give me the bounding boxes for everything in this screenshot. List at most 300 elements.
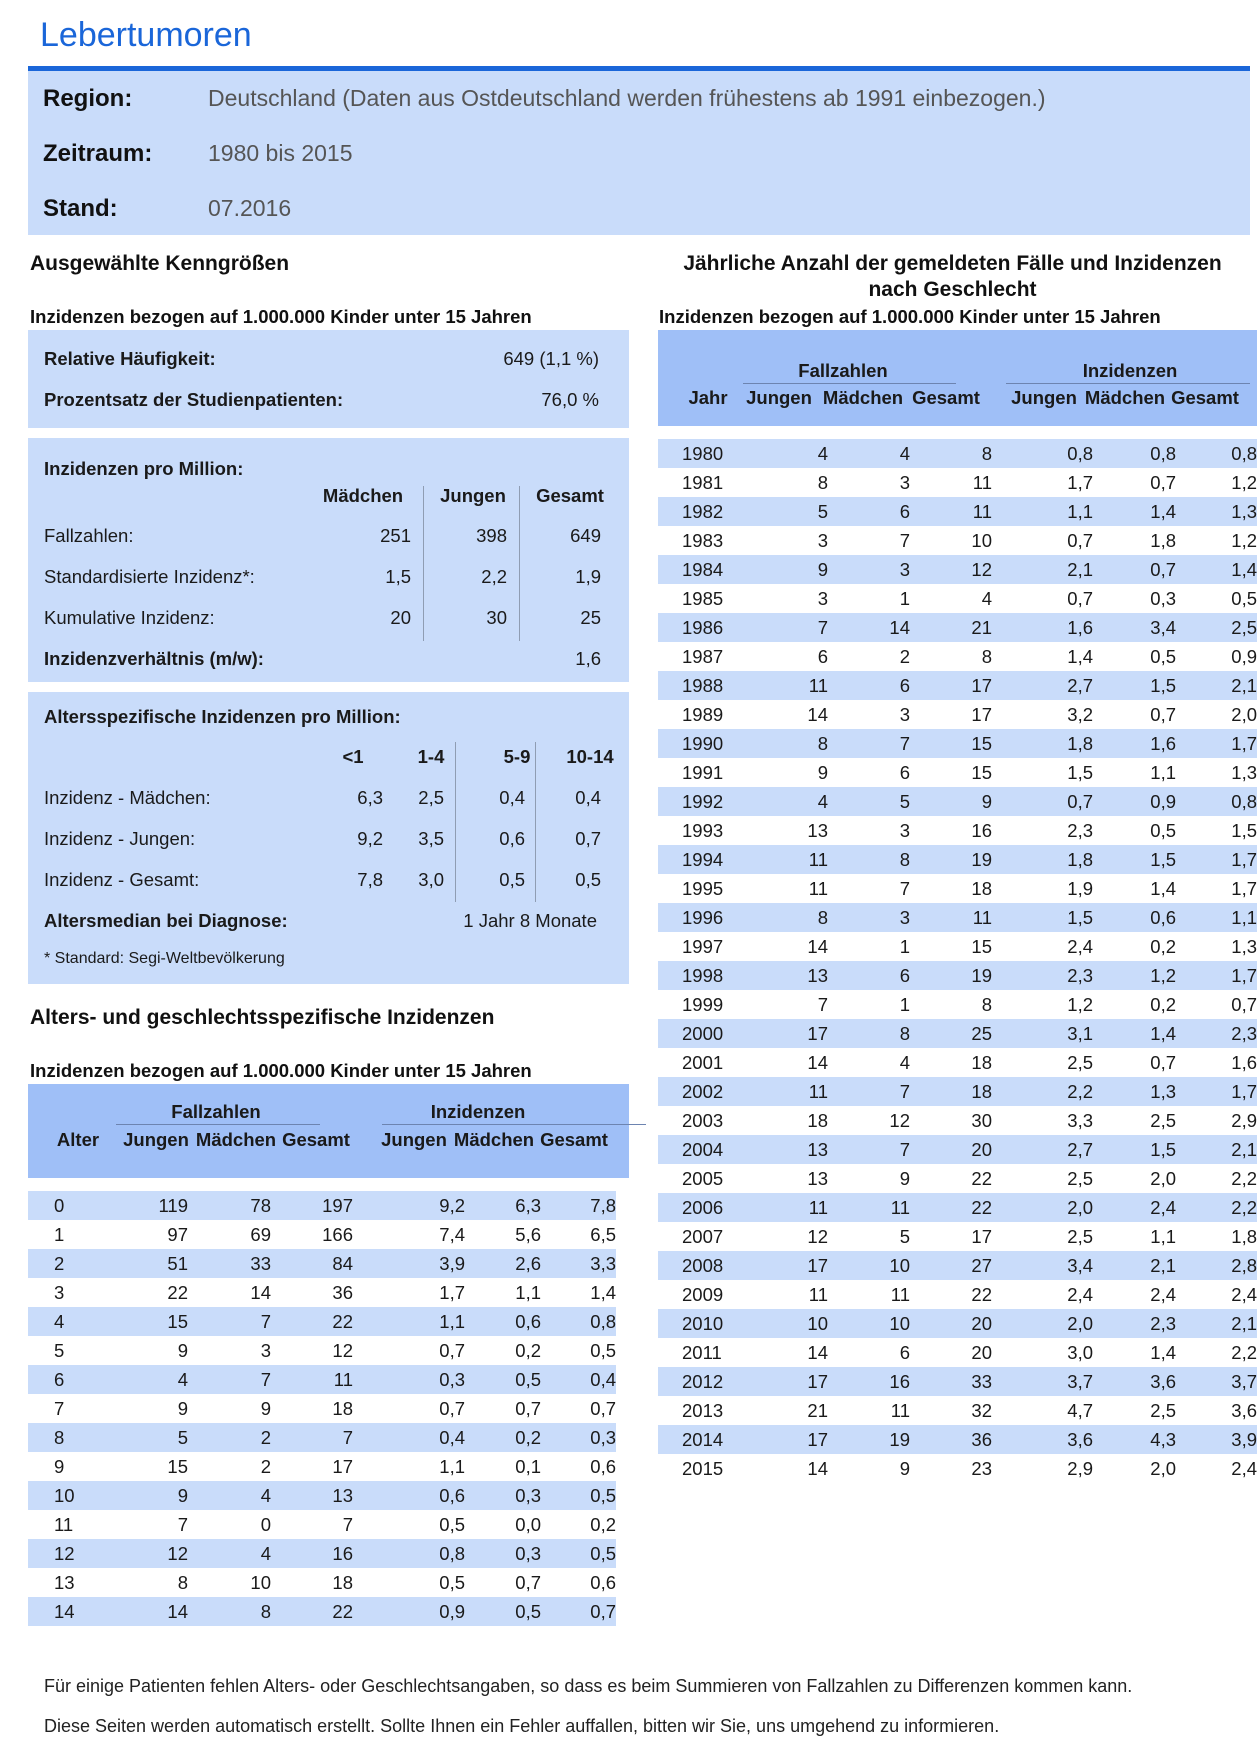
table-cell: 2,3: [1176, 1019, 1257, 1048]
table-cell: 5: [828, 787, 910, 816]
year-table-row: [658, 700, 1257, 729]
table-cell: 8: [910, 439, 992, 468]
table-cell: 1,7: [439, 1281, 465, 1303]
age-sex-heading: Alters- und geschlechtsspezifische Inzidenzen: [30, 1006, 495, 1029]
table-cell: 2,4: [1067, 935, 1093, 957]
table-cell: 1982: [658, 497, 723, 526]
table-cell: 1996: [658, 903, 723, 932]
year-table-group-rule-1: [743, 383, 956, 384]
table-cell: 6: [828, 961, 910, 990]
table-cell: 1,1: [992, 497, 1093, 526]
table-cell: 2,2: [1231, 1341, 1257, 1363]
table-cell: 13: [271, 1481, 353, 1510]
table-cell: 3: [54, 1281, 65, 1303]
table-cell: 0,5: [541, 1539, 616, 1568]
table-cell: 18: [910, 1077, 992, 1106]
table-cell: 5: [54, 1339, 65, 1361]
table-cell: 84: [271, 1249, 353, 1278]
meta-box: [28, 71, 1250, 235]
table-cell: 0,8: [992, 439, 1093, 468]
table-cell: 0,7: [1150, 471, 1176, 493]
table-cell: 1,2: [1231, 471, 1257, 493]
table-cell: 12: [807, 1225, 828, 1247]
table-cell: 1,2: [1067, 993, 1093, 1015]
table-cell: 7: [54, 1397, 65, 1419]
table-cell: 1,7: [1176, 1077, 1257, 1106]
table-cell: 2,7: [992, 671, 1093, 700]
table-cell: 2,6: [465, 1249, 541, 1278]
table-cell: 1,5: [1093, 845, 1176, 874]
table-cell: 16: [971, 819, 992, 841]
table-cell: 0,7: [1150, 1051, 1176, 1073]
table-cell: 11: [910, 903, 992, 932]
ratio-label: Inzidenzverhältnis (m/w):: [44, 648, 264, 669]
inc-row-cases-boys: 398: [476, 525, 507, 546]
table-cell: 3,3: [541, 1249, 616, 1278]
inc-row-cases-girls: 251: [380, 525, 411, 546]
table-cell: 1991: [682, 761, 724, 783]
table-cell: 18: [807, 1109, 828, 1131]
age-table-row: [28, 1307, 616, 1336]
region-label: Region:: [43, 85, 133, 112]
year-table-col-girls: Mädchen: [822, 387, 904, 408]
table-cell: 2,2: [1231, 1167, 1257, 1189]
table-cell: 0,2: [1150, 935, 1176, 957]
year-table-row: [658, 1077, 1257, 1106]
table-cell: 0,5: [541, 1481, 616, 1510]
table-cell: 3,3: [1067, 1109, 1093, 1131]
table-cell: 69: [250, 1223, 271, 1245]
year-table-row: [658, 729, 1257, 758]
table-cell: 0,7: [439, 1397, 465, 1419]
year-table-header: [658, 330, 1257, 426]
table-cell: 21: [807, 1399, 828, 1421]
table-cell: 0,7: [1150, 703, 1176, 725]
table-cell: 8: [981, 645, 992, 667]
table-cell: 7: [342, 1513, 353, 1535]
rel-freq-value: 649 (1,1 %): [503, 348, 599, 369]
inc-row-cum-label: Kumulative Inzidenz:: [44, 607, 215, 628]
meta-row-status: [43, 195, 291, 223]
age-table-row: [28, 1510, 616, 1539]
table-cell: 11: [910, 497, 992, 526]
table-cell: 0,5: [1150, 819, 1176, 841]
table-cell: 17: [723, 1367, 828, 1396]
table-cell: 7: [828, 1077, 910, 1106]
table-cell: 11: [723, 845, 828, 874]
table-cell: 7: [828, 1135, 910, 1164]
table-cell: 2012: [658, 1367, 723, 1396]
table-cell: 2006: [658, 1193, 723, 1222]
footer-note-1: Für einige Patienten fehlen Alters- oder Geschlechtsangaben, so dass es beim Summieren von Fallzahlen zu Differenzen kommen kann.: [44, 1676, 1133, 1696]
age-row-boys-v4: 0,7: [575, 828, 601, 849]
inc-row-cum-boys: 30: [486, 607, 507, 628]
table-cell: 10: [28, 1481, 65, 1510]
table-cell: 1986: [658, 613, 723, 642]
table-cell: 15: [971, 935, 992, 957]
table-cell: 1,6: [1231, 1051, 1257, 1073]
inc-divider-2: [519, 486, 520, 641]
table-cell: 0,5: [1150, 645, 1176, 667]
table-cell: 1995: [682, 877, 724, 899]
year-table-row: [658, 1164, 1257, 1193]
table-cell: 1,3: [1231, 935, 1257, 957]
table-cell: 3: [817, 529, 828, 551]
table-cell: 1990: [658, 729, 723, 758]
table-cell: 0,4: [541, 1365, 616, 1394]
table-cell: 0,1: [515, 1455, 541, 1477]
table-cell: 11: [972, 471, 992, 493]
table-cell: 197: [271, 1191, 353, 1220]
table-cell: 1,4: [1176, 555, 1257, 584]
table-cell: 2,2: [992, 1077, 1093, 1106]
table-cell: 25: [910, 1019, 992, 1048]
year-table-row: [658, 1280, 1257, 1309]
age-table-row: [28, 1597, 616, 1626]
table-cell: 15: [971, 761, 992, 783]
table-cell: 1989: [682, 703, 724, 725]
table-cell: 15: [65, 1307, 188, 1336]
table-cell: 8: [723, 729, 828, 758]
table-cell: 22: [971, 1283, 992, 1305]
table-cell: 2014: [658, 1425, 723, 1454]
table-cell: 10: [250, 1571, 271, 1593]
table-cell: 4: [723, 439, 828, 468]
table-cell: 7: [723, 613, 828, 642]
table-cell: 1,4: [1093, 497, 1176, 526]
table-cell: 15: [910, 729, 992, 758]
table-cell: 3,6: [1093, 1367, 1176, 1396]
table-cell: 13: [54, 1571, 75, 1593]
table-cell: 1992: [658, 787, 723, 816]
table-cell: 9: [54, 1455, 65, 1477]
inc-col-girls: Mädchen: [322, 485, 404, 506]
table-cell: 0,2: [465, 1423, 541, 1452]
table-cell: 11: [723, 1077, 828, 1106]
table-cell: 2008: [658, 1251, 723, 1280]
table-cell: 36: [332, 1281, 353, 1303]
table-cell: 4: [899, 1051, 910, 1073]
table-cell: 1987: [682, 645, 724, 667]
table-cell: 0,7: [515, 1571, 541, 1593]
age-row-girls-v1: 6,3: [357, 787, 383, 808]
table-cell: 1,8: [992, 845, 1093, 874]
year-table-row: [658, 1396, 1257, 1425]
year-table-row: [658, 1048, 1257, 1077]
age-row-girls-label: Inzidenz - Mädchen:: [44, 787, 211, 808]
table-cell: 14: [828, 613, 910, 642]
table-cell: 2,5: [1067, 1225, 1093, 1247]
table-cell: 3,6: [992, 1425, 1093, 1454]
table-cell: 0,3: [465, 1481, 541, 1510]
table-cell: 9: [723, 555, 828, 584]
table-cell: 14: [807, 1341, 828, 1363]
year-table-col-inc-girls: Mädchen: [1084, 387, 1166, 408]
table-cell: 2009: [682, 1283, 724, 1305]
year-table-col-inc-total: Gesamt: [1171, 387, 1239, 408]
table-cell: 7,4: [439, 1223, 465, 1245]
year-table-row: [658, 787, 1257, 816]
year-table-row: [658, 1425, 1257, 1454]
age-table-group-rule-1: [116, 1124, 320, 1125]
year-table-row: [658, 845, 1257, 874]
table-cell: 13: [807, 1167, 828, 1189]
table-cell: 0,5: [465, 1597, 541, 1626]
region-value: Deutschland (Daten aus Ostdeutschland werden frühestens ab 1991 einbezogen.): [208, 85, 1046, 111]
table-cell: 9: [817, 761, 828, 783]
table-cell: 1980: [658, 439, 723, 468]
left-heading: Ausgewählte Kenngrößen: [30, 252, 290, 275]
table-cell: 3,9: [1176, 1425, 1257, 1454]
table-cell: 22: [271, 1307, 353, 1336]
table-cell: 18: [332, 1397, 353, 1419]
table-cell: 0,0: [515, 1513, 541, 1535]
table-cell: 4,3: [1093, 1425, 1176, 1454]
table-cell: 0,2: [515, 1339, 541, 1361]
table-cell: 0,7: [541, 1597, 616, 1626]
year-table-col-inc-boys: Jungen: [1011, 387, 1077, 408]
table-cell: 9: [260, 1397, 271, 1419]
table-cell: 19: [828, 1425, 910, 1454]
table-cell: 9: [177, 1397, 188, 1419]
year-table-group-rule-2: [1006, 383, 1250, 384]
table-cell: 2015: [682, 1457, 724, 1479]
table-cell: 1,7: [1176, 961, 1257, 990]
table-cell: 1988: [658, 671, 723, 700]
age-table-group-rule-2: [382, 1124, 646, 1125]
table-cell: 1,9: [1067, 877, 1093, 899]
table-cell: 15: [167, 1455, 188, 1477]
table-cell: 4: [828, 439, 910, 468]
table-cell: 1984: [658, 555, 723, 584]
table-cell: 1,3: [1231, 761, 1257, 783]
table-cell: 9: [899, 1167, 910, 1189]
table-cell: 1,8: [992, 729, 1093, 758]
table-cell: 2,0: [1150, 1167, 1176, 1189]
table-cell: 2,4: [1150, 1283, 1176, 1305]
status-value: 07.2016: [208, 195, 292, 221]
age-table-row: [28, 1452, 616, 1481]
table-cell: 23: [971, 1457, 992, 1479]
table-cell: 2,1: [1093, 1251, 1176, 1280]
table-cell: 0,7: [439, 1339, 465, 1361]
table-cell: 6: [28, 1365, 65, 1394]
year-table-row: [658, 1193, 1257, 1222]
table-cell: 2,3: [1067, 819, 1093, 841]
table-cell: 2,4: [1067, 1283, 1093, 1305]
table-cell: 14: [28, 1597, 65, 1626]
table-cell: 33: [910, 1367, 992, 1396]
table-cell: 30: [971, 1109, 992, 1131]
table-cell: 22: [167, 1281, 188, 1303]
table-cell: 2,5: [1176, 613, 1257, 642]
table-cell: 0: [28, 1191, 65, 1220]
table-cell: 2,1: [1176, 1309, 1257, 1338]
table-cell: 1999: [682, 993, 724, 1015]
table-cell: 2,7: [992, 1135, 1093, 1164]
table-cell: 3,4: [992, 1251, 1093, 1280]
table-cell: 7,8: [541, 1191, 616, 1220]
table-cell: 10: [971, 529, 992, 551]
table-cell: 4: [981, 587, 992, 609]
table-cell: 2,5: [1067, 1167, 1093, 1189]
age-table-col-total: Gesamt: [282, 1129, 350, 1150]
table-cell: 3: [899, 703, 910, 725]
table-cell: 0,6: [465, 1307, 541, 1336]
table-cell: 2: [260, 1455, 271, 1477]
year-table-row: [658, 816, 1257, 845]
table-cell: 0,6: [1093, 903, 1176, 932]
table-cell: 11: [890, 1283, 910, 1305]
table-cell: 33: [188, 1249, 271, 1278]
age-table-header: [28, 1084, 629, 1178]
year-table-row: [658, 1309, 1257, 1338]
age-row-boys-label: Inzidenz - Jungen:: [44, 828, 196, 849]
table-cell: 6: [828, 671, 910, 700]
age-heading: Altersspezifische Inzidenzen pro Million:: [44, 706, 401, 727]
table-cell: 0,5: [590, 1339, 616, 1361]
inc-row-std-girls: 1,5: [385, 566, 411, 587]
table-cell: 10: [723, 1309, 828, 1338]
table-cell: 1,1: [1150, 761, 1176, 783]
table-cell: 36: [910, 1425, 992, 1454]
age-row-total-v3: 0,5: [499, 869, 525, 890]
table-cell: 1,1: [1150, 1225, 1176, 1247]
table-cell: 2,4: [1093, 1193, 1176, 1222]
ratio-value: 1,6: [575, 648, 601, 669]
table-cell: 2010: [658, 1309, 723, 1338]
year-table-row: [658, 932, 1257, 961]
age-row-girls-v4: 0,4: [575, 787, 601, 808]
age-table-row: [28, 1278, 616, 1307]
table-cell: 3,9: [353, 1249, 465, 1278]
year-table-row: [658, 1251, 1257, 1280]
table-cell: 17: [971, 703, 992, 725]
table-cell: 9: [910, 787, 992, 816]
age-row-total-v2: 3,0: [418, 869, 444, 890]
age-table: [28, 1191, 616, 1626]
table-cell: 2,0: [1150, 1457, 1176, 1479]
table-cell: 1,4: [1067, 645, 1093, 667]
year-table-row: [658, 1338, 1257, 1367]
table-cell: 7: [188, 1365, 271, 1394]
table-cell: 4: [188, 1539, 271, 1568]
year-table-row: [658, 555, 1257, 584]
table-cell: 1,2: [1093, 961, 1176, 990]
footer-note-2: Diese Seiten werden automatisch erstellt. Sollte Ihnen ein Fehler auffallen, bitten wir Sie, uns umgehend zu informieren.: [44, 1716, 1000, 1736]
table-cell: 2: [28, 1249, 65, 1278]
table-cell: 2003: [682, 1109, 724, 1131]
key-figures-panel: [28, 330, 629, 428]
meta-row-region: [43, 85, 1046, 113]
age-table-col-inc-boys: Jungen: [381, 1129, 447, 1150]
year-table-row: [658, 526, 1257, 555]
table-cell: 4: [188, 1481, 271, 1510]
table-cell: 8: [723, 903, 828, 932]
age-col-1-4: 1-4: [417, 746, 445, 767]
year-table-row: [658, 1454, 1257, 1483]
table-cell: 32: [971, 1399, 992, 1421]
table-cell: 0,3: [353, 1365, 465, 1394]
table-cell: 1,7: [1231, 877, 1257, 899]
table-cell: 0,5: [439, 1513, 465, 1535]
table-cell: 0,9: [353, 1597, 465, 1626]
table-cell: 8: [828, 845, 910, 874]
period-label: Zeitraum:: [43, 140, 153, 167]
rel-freq-label: Relative Häufigkeit:: [44, 348, 216, 369]
table-cell: 11: [828, 1193, 910, 1222]
table-cell: 2,1: [1176, 1135, 1257, 1164]
year-table-row: [658, 1222, 1257, 1251]
table-cell: 11: [890, 1399, 910, 1421]
table-cell: 0,3: [465, 1539, 541, 1568]
table-cell: 4: [723, 787, 828, 816]
table-cell: 20: [910, 1135, 992, 1164]
table-cell: 0,2: [590, 1513, 616, 1535]
year-table-row: [658, 1106, 1257, 1135]
table-cell: 0,5: [1231, 587, 1257, 609]
table-cell: 20: [910, 1309, 992, 1338]
table-cell: 1,4: [1150, 877, 1176, 899]
age-divider-2: [535, 742, 536, 902]
table-cell: 3,7: [1176, 1367, 1257, 1396]
table-cell: 7: [828, 729, 910, 758]
table-cell: 8: [28, 1423, 65, 1452]
table-cell: 6,3: [465, 1191, 541, 1220]
table-cell: 14: [250, 1281, 271, 1303]
table-cell: 0,5: [439, 1571, 465, 1593]
standard-note: * Standard: Segi-Weltbevölkerung: [44, 950, 285, 967]
table-cell: 22: [971, 1167, 992, 1189]
table-cell: 78: [188, 1191, 271, 1220]
table-cell: 7: [899, 877, 910, 899]
table-cell: 12: [910, 555, 992, 584]
table-cell: 3: [899, 471, 910, 493]
page-title: Lebertumoren: [40, 16, 252, 54]
table-cell: 6: [899, 761, 910, 783]
table-cell: 12: [65, 1539, 188, 1568]
table-cell: 2,1: [992, 555, 1093, 584]
table-cell: 0,7: [1067, 529, 1093, 551]
table-cell: 8: [981, 993, 992, 1015]
table-cell: 1,4: [1093, 1019, 1176, 1048]
table-cell: 0,2: [1150, 993, 1176, 1015]
table-cell: 16: [271, 1539, 353, 1568]
table-cell: 0,8: [541, 1307, 616, 1336]
table-cell: 17: [910, 671, 992, 700]
table-cell: 2,2: [1176, 1193, 1257, 1222]
inc-row-std-label: Standardisierte Inzidenz*:: [44, 566, 255, 587]
year-table-row: [658, 1019, 1257, 1048]
age-row-girls-v3: 0,4: [499, 787, 525, 808]
table-cell: 1994: [658, 845, 723, 874]
table-cell: 0,6: [590, 1455, 616, 1477]
year-table-col-total: Gesamt: [912, 387, 980, 408]
table-cell: 8: [828, 1019, 910, 1048]
age-table-col-girls: Mädchen: [195, 1129, 277, 1150]
table-cell: 13: [723, 1135, 828, 1164]
year-table-row: [658, 990, 1257, 1019]
table-cell: 17: [723, 1251, 828, 1280]
age-row-girls-v2: 2,5: [418, 787, 444, 808]
table-cell: 5: [723, 497, 828, 526]
inc-row-std-total: 1,9: [575, 566, 601, 587]
table-cell: 17: [723, 1425, 828, 1454]
inc-col-boys: Jungen: [440, 485, 506, 506]
inc-row-std-boys: 2,2: [481, 566, 507, 587]
age-table-row: [28, 1568, 616, 1597]
table-cell: 3: [817, 587, 828, 609]
